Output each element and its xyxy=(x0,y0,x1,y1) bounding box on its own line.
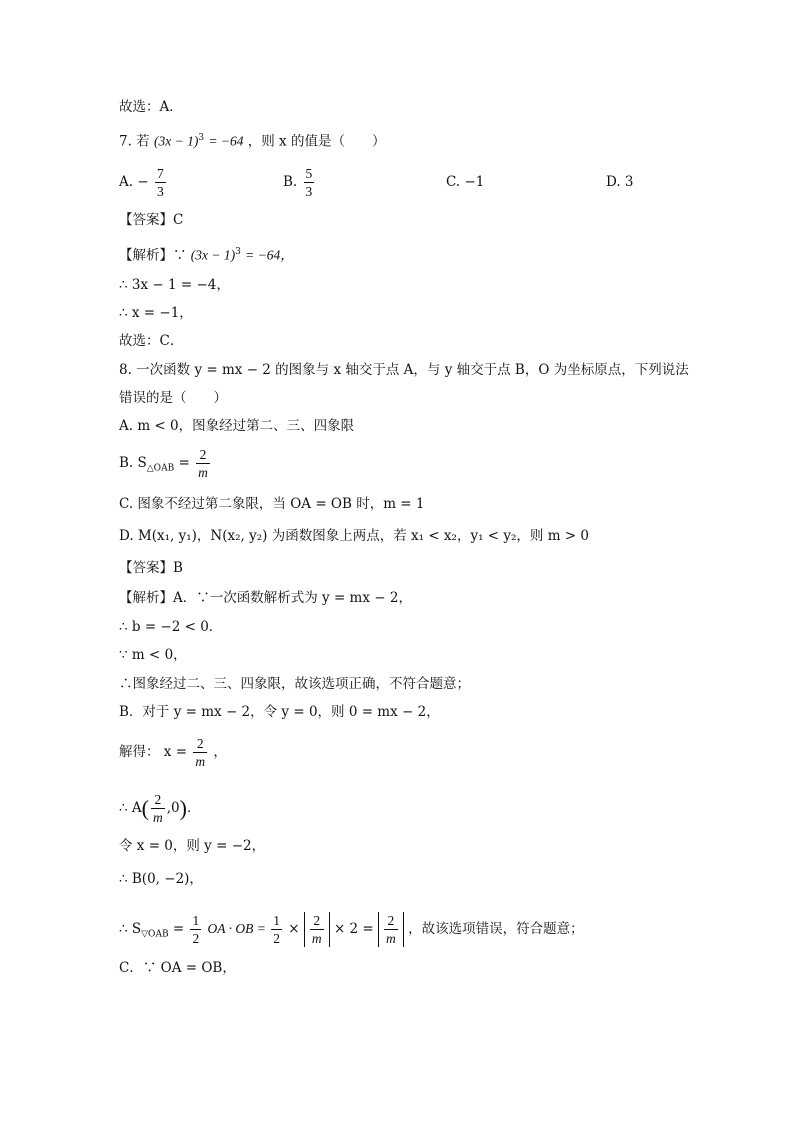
sol8-l7-mid: ,0 xyxy=(166,800,180,816)
right-paren: ) xyxy=(179,795,187,821)
q7-option-b-label: B. xyxy=(283,174,298,190)
solution-7-line-3: ∴ x = −1， xyxy=(119,305,193,321)
frac-numerator: 5 xyxy=(305,166,313,181)
solution-8-line-6 xyxy=(119,735,227,770)
q8-option-b-eq: = xyxy=(178,455,195,471)
frac-numerator: 2 xyxy=(384,912,398,930)
sol8-l10-abs-2 xyxy=(378,912,404,947)
q7-option-a-sign: − xyxy=(137,174,149,190)
sol7-exponent: 3 xyxy=(235,247,241,257)
frac-numerator: 2 xyxy=(151,791,165,809)
q7-option-a xyxy=(119,165,168,200)
solution-8-line-10 xyxy=(119,912,584,947)
q8-option-b-fraction xyxy=(196,446,210,481)
q8-option-b xyxy=(119,446,212,481)
solution-8-line-9: ∴ B(0, −2)， xyxy=(119,871,203,887)
sol7-head: 【解析】∵ xyxy=(119,247,187,264)
q7-option-d: D. 3 xyxy=(606,174,634,190)
sol8-l6-fraction xyxy=(193,735,207,770)
solution-8-line-7 xyxy=(119,791,200,826)
sol8-l10-x2: × 2 = xyxy=(333,921,379,937)
solution-8-line-5: B．对于 y = mx − 2，令 y = 0，则 0 = mx − 2， xyxy=(119,704,440,720)
solution-8-line-1: 【解析】A．∵一次函数解析式为 y = mx − 2， xyxy=(119,590,412,606)
sol8-l10-tail: ，故该选项错误，符合题意； xyxy=(408,921,584,937)
answer-8: 【答案】B xyxy=(119,560,183,576)
text-line: 故选：A． xyxy=(119,99,183,115)
q7-exponent: 3 xyxy=(198,133,205,143)
sol8-l10-eq: = xyxy=(172,921,189,937)
sol8-l10-head: ∴ S xyxy=(119,921,142,937)
answer-7: 【答案】C xyxy=(119,212,184,228)
frac-denominator: m xyxy=(152,810,163,825)
q8-option-c: C. 图象不经过第二象限，当 OA = OB 时，m = 1 xyxy=(119,496,425,512)
sol8-l10-abs-2-fraction xyxy=(384,912,398,947)
solution-7-line-1 xyxy=(119,242,294,266)
frac-numerator: 2 xyxy=(193,735,207,753)
frac-numerator: 7 xyxy=(156,166,164,181)
q7-number: 7. 若 xyxy=(119,133,150,150)
frac-numerator: 1 xyxy=(192,913,200,928)
sol8-l10-abs-1-fraction xyxy=(310,912,324,947)
q7-expression: (3x − 1) xyxy=(153,133,199,149)
q8-option-d: D. M(x₁, y₁)，N(x₂, y₂) 为函数图象上两点，若 x₁ < x₂，y₁ < y₂，则 m > 0 xyxy=(119,528,589,544)
question-7-stem xyxy=(119,128,385,152)
frac-denominator: m xyxy=(386,931,396,946)
q7-option-c xyxy=(446,172,484,192)
solution-7-line-2: ∴ 3x − 1 = −4， xyxy=(119,277,230,293)
solution-8-line-2: ∴ b = −2 < 0． xyxy=(119,619,223,635)
q7-option-c-label: C. xyxy=(446,174,461,190)
frac-denominator: m xyxy=(198,465,208,480)
q7-option-a-label: A. xyxy=(119,174,134,190)
sol8-l10-mid: OA · OB = xyxy=(207,921,270,936)
sol8-l10-times: × xyxy=(288,921,300,937)
frac-denominator: 2 xyxy=(273,931,280,946)
sol8-l10-abs-1 xyxy=(304,912,330,947)
frac-denominator: 3 xyxy=(305,184,313,199)
sol7-rhs: = −64， xyxy=(245,247,294,263)
frac-denominator: m xyxy=(311,931,322,946)
q7-rhs: = −64 xyxy=(208,133,244,149)
sol8-l7-head: ∴ A xyxy=(119,800,142,816)
sol8-l10-half-1 xyxy=(190,912,201,947)
frac-denominator: 2 xyxy=(192,931,200,946)
question-8-stem-line-2: 错误的是（ ） xyxy=(119,390,227,406)
left-paren: ( xyxy=(141,795,149,821)
sol8-l6-head: 解得： x = xyxy=(119,744,192,760)
solution-8-line-11: C．∵ OA = OB， xyxy=(119,960,236,976)
q8-option-a: A. m < 0，图象经过第二、三、四象限 xyxy=(119,418,355,434)
q7-option-b xyxy=(283,165,316,200)
frac-numerator: 2 xyxy=(196,446,210,464)
solution-8-line-4: ∴图象经过二、三、四象限，故该选项正确，不符合题意； xyxy=(119,676,470,692)
q7-option-c-value: −1 xyxy=(464,174,485,190)
sol8-l10-subscript: ▽OAB xyxy=(141,929,169,940)
frac-numerator: 2 xyxy=(310,912,324,930)
q7-option-a-fraction xyxy=(155,165,166,200)
sol7-expression: (3x − 1) xyxy=(190,247,236,263)
q7-tail: ，则 x 的值是（ ） xyxy=(247,133,386,150)
question-8-stem-line-1: 8. 一次函数 y = mx − 2 的图象与 x 轴交于点 A，与 y 轴交于点 B，O 为坐标原点，下列说法 xyxy=(119,362,689,378)
solution-8-line-8: 令 x = 0，则 y = −2， xyxy=(119,838,266,854)
sol8-l7-fraction xyxy=(151,791,165,826)
solution-7-line-4: 故选：C． xyxy=(119,333,184,349)
frac-numerator: 1 xyxy=(273,913,280,928)
sol8-l10-half-2 xyxy=(271,912,282,947)
q8-option-b-label: B. S xyxy=(119,455,147,471)
sol8-l6-tail: ， xyxy=(213,744,227,760)
frac-denominator: m xyxy=(195,754,206,769)
q7-option-b-fraction xyxy=(304,165,315,200)
q8-option-b-subscript: △OAB xyxy=(146,463,175,474)
solution-8-line-3: ∵ m < 0， xyxy=(119,647,187,663)
sol8-l7-tail: ． xyxy=(186,800,201,816)
frac-denominator: 3 xyxy=(156,184,164,199)
